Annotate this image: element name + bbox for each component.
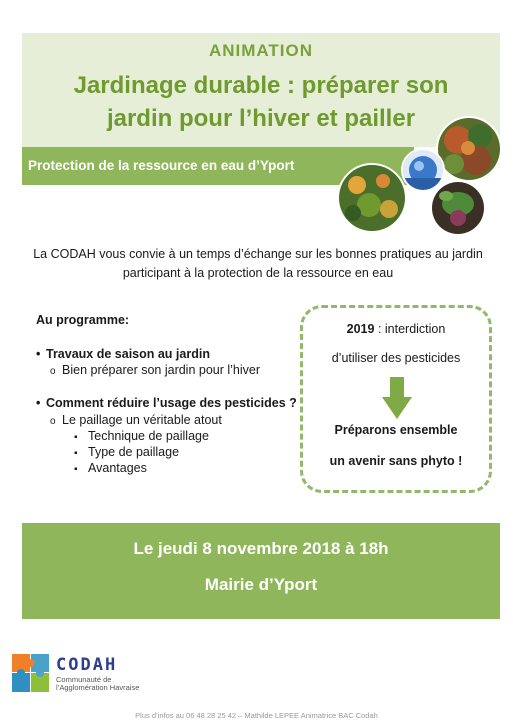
event-kind: ANIMATION — [208, 41, 314, 60]
logo-tagline — [56, 676, 139, 692]
program-item-2-sub: o Le paillage un véritable atout — [50, 412, 222, 430]
program-heading: Au programme: — [36, 313, 130, 327]
garden-photo-cabbage — [436, 116, 502, 182]
title-line-1: Jardinage durable : préparer son — [73, 72, 449, 99]
callout-line-1 — [303, 322, 489, 336]
pesticide-ban-callout — [300, 305, 492, 493]
arrow-down-icon — [382, 377, 412, 421]
flower-bed-photo — [337, 163, 407, 233]
event-date: Le jeudi 8 novembre 2018 à 18h — [133, 539, 389, 558]
callout-line-1-rest: : interdiction — [374, 322, 446, 336]
logo-name: CODAH — [56, 655, 118, 675]
intro-text — [30, 245, 486, 283]
page-title — [22, 69, 500, 135]
callout-line-4: un avenir sans phyto ! — [329, 454, 463, 468]
program-subsub-item: ▪ Avantages — [74, 460, 147, 478]
program-item-2: • Comment réduire l’usage des pesticides ? — [36, 395, 297, 411]
title-line-2: jardin pour l’hiver et pailler — [106, 105, 416, 132]
program-item-1: • Travaux de saison au jardin — [36, 346, 210, 362]
logo-tagline-1: Communauté de — [56, 675, 112, 684]
subtitle: Protection de la ressource en eau d’Yport — [28, 158, 295, 173]
water-drop-photo — [401, 148, 445, 192]
callout-line-2: d’utiliser des pesticides — [331, 351, 461, 365]
program-subsub-item: ▪ Type de paillage — [74, 444, 179, 462]
intro-line-1: La CODAH vous convie à un temps d’échange sur les bonnes pratiques au jardin — [33, 247, 483, 261]
footer-contact: Plus d’infos au 06 48 28 25 42 – Mathilde LEPEE Animatrice BAC Codah — [135, 711, 378, 720]
codah-logo-icon — [12, 654, 49, 692]
program-item-1-sub: o Bien préparer son jardin pour l’hiver — [50, 362, 260, 380]
title-band — [22, 33, 500, 147]
logo-tagline-2: l’Agglomération Havraise — [56, 683, 140, 692]
intro-line-2: participant à la protection de la ressource en eau — [122, 266, 394, 280]
callout-year: 2019 — [346, 322, 375, 336]
callout-line-3: Préparons ensemble — [334, 423, 458, 437]
program-subsub-item: ▪ Technique de paillage — [74, 428, 209, 446]
event-band — [22, 523, 500, 619]
event-place: Mairie d’Yport — [204, 575, 318, 594]
vegetable-photo — [430, 180, 486, 236]
